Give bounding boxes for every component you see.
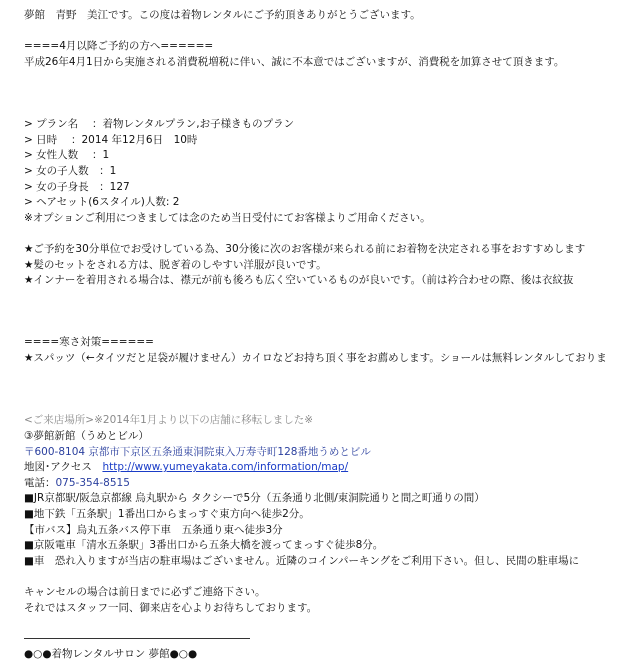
signature: ●○●着物レンタルサロン 夢館●○● (24, 647, 198, 660)
map-link[interactable]: http://www.yumeyakata.com/information/map/ (102, 461, 349, 474)
reservation-girls-count: > 女の子人数 ：1 (24, 164, 117, 177)
reservation-details (24, 117, 620, 226)
access-item: ■地下鉄「五条駅」1番出口からまっすぐ東方向へ徒歩2分。 (24, 508, 310, 520)
phone-line (24, 476, 620, 492)
phone-label: 電話： (24, 476, 56, 489)
note-item: ★ご予約を30分単位でお受けしている為、30分後に次のお客様が来られる前にお着物を決定される事をおすすめします (24, 242, 586, 255)
reservation-hairset-count: > ヘアセット(6スタイル)人数: 2 (24, 196, 180, 209)
tax-notice-heading: ====4月以降ご予約の方へ====== (24, 40, 214, 53)
reservation-women-count: > 女性人数 ：1 (24, 149, 110, 162)
store-address: 〒600-8104 京都市下京区五条通東洞院東入万寿寺町128番地うめとビル (24, 445, 371, 458)
notes-list (24, 242, 620, 289)
access-item: 【市バス】烏丸五条バス停下車 五条通り東へ徒歩3分 (24, 523, 283, 536)
blank-line (24, 367, 620, 383)
reservation-option-note: ※オプションご利用につきましては念のため当日受付にてお客様よりご用命ください。 (24, 211, 431, 224)
access-item: ■京阪電車「清水五条駅」3番出口から五条大橋を渡ってまっすぐ徒歩8分。 (24, 539, 384, 552)
store-info (24, 413, 620, 569)
tax-notice-body: 平成26年4月1日から実施される消費税増税に伴い、誠に不本意ではございますが、消費税を加算させて頂きます。 (24, 55, 565, 68)
access-item: ■JR京都駅/阪急京都線 烏丸駅から タクシーで5分（五条通り北側/東洞院通りと間之町通りの間） (24, 492, 485, 505)
blank-line (24, 226, 620, 242)
blank-line (24, 382, 620, 398)
access-item: ■車 恐れ入りますが当店の駐車場はございません。近隣のコインパーキングをご利用下さい。但し、民間の駐車場に (24, 554, 580, 567)
blank-line (24, 616, 620, 632)
signature-divider (24, 638, 250, 639)
reservation-girl-height: > 女の子身長 ：127 (24, 180, 130, 193)
blank-line (24, 70, 620, 86)
cold-body: ★スパッツ（←タイツだと足袋が履けません）カイロなどお持ち頂く事をお薦めします。ショールは無料レンタルしておりま (24, 352, 607, 365)
reservation-plan: > プラン名 ：着物レンタルプラン,お子様きものプラン (24, 118, 295, 131)
greeting-line: 夢館 青野 美江です。この度は着物レンタルにご予約頂きありがとうございます。 (24, 9, 421, 21)
blank-line (24, 289, 620, 305)
map-label: 地図･アクセス (24, 461, 103, 474)
map-line (24, 460, 620, 476)
email-body (24, 8, 620, 662)
store-heading: <ご来店場所>※2014年1月より以下の店舗に移転しました※ (24, 414, 314, 427)
reservation-datetime: > 日時 ：2014 年12月6日 10時 (24, 133, 198, 146)
closing-line: キャンセルの場合は前日までに必ずご連絡下さい。 (24, 585, 266, 598)
blank-line (24, 398, 620, 414)
phone-number: 075-354-8515 (55, 476, 130, 489)
blank-line (24, 569, 620, 585)
cold-heading: ====寒さ対策====== (24, 336, 154, 349)
blank-line (24, 102, 620, 118)
blank-line (24, 320, 620, 336)
closing-line: それではスタッフ一同、御来店を心よりお待ちしております。 (24, 601, 318, 614)
store-name: ③夢館新館（うめとビル） (24, 430, 149, 443)
blank-line (24, 24, 620, 40)
blank-line (24, 86, 620, 102)
note-item: ★髪のセットをされる方は、脱ぎ着のしやすい洋服が良いです。 (24, 258, 327, 271)
note-item: ★インナーを着用される場合は、襟元が前も後ろも広く空いているものが良いです。（前は衿合わせの際、後は衣紋抜 (24, 274, 574, 287)
blank-line (24, 304, 620, 320)
